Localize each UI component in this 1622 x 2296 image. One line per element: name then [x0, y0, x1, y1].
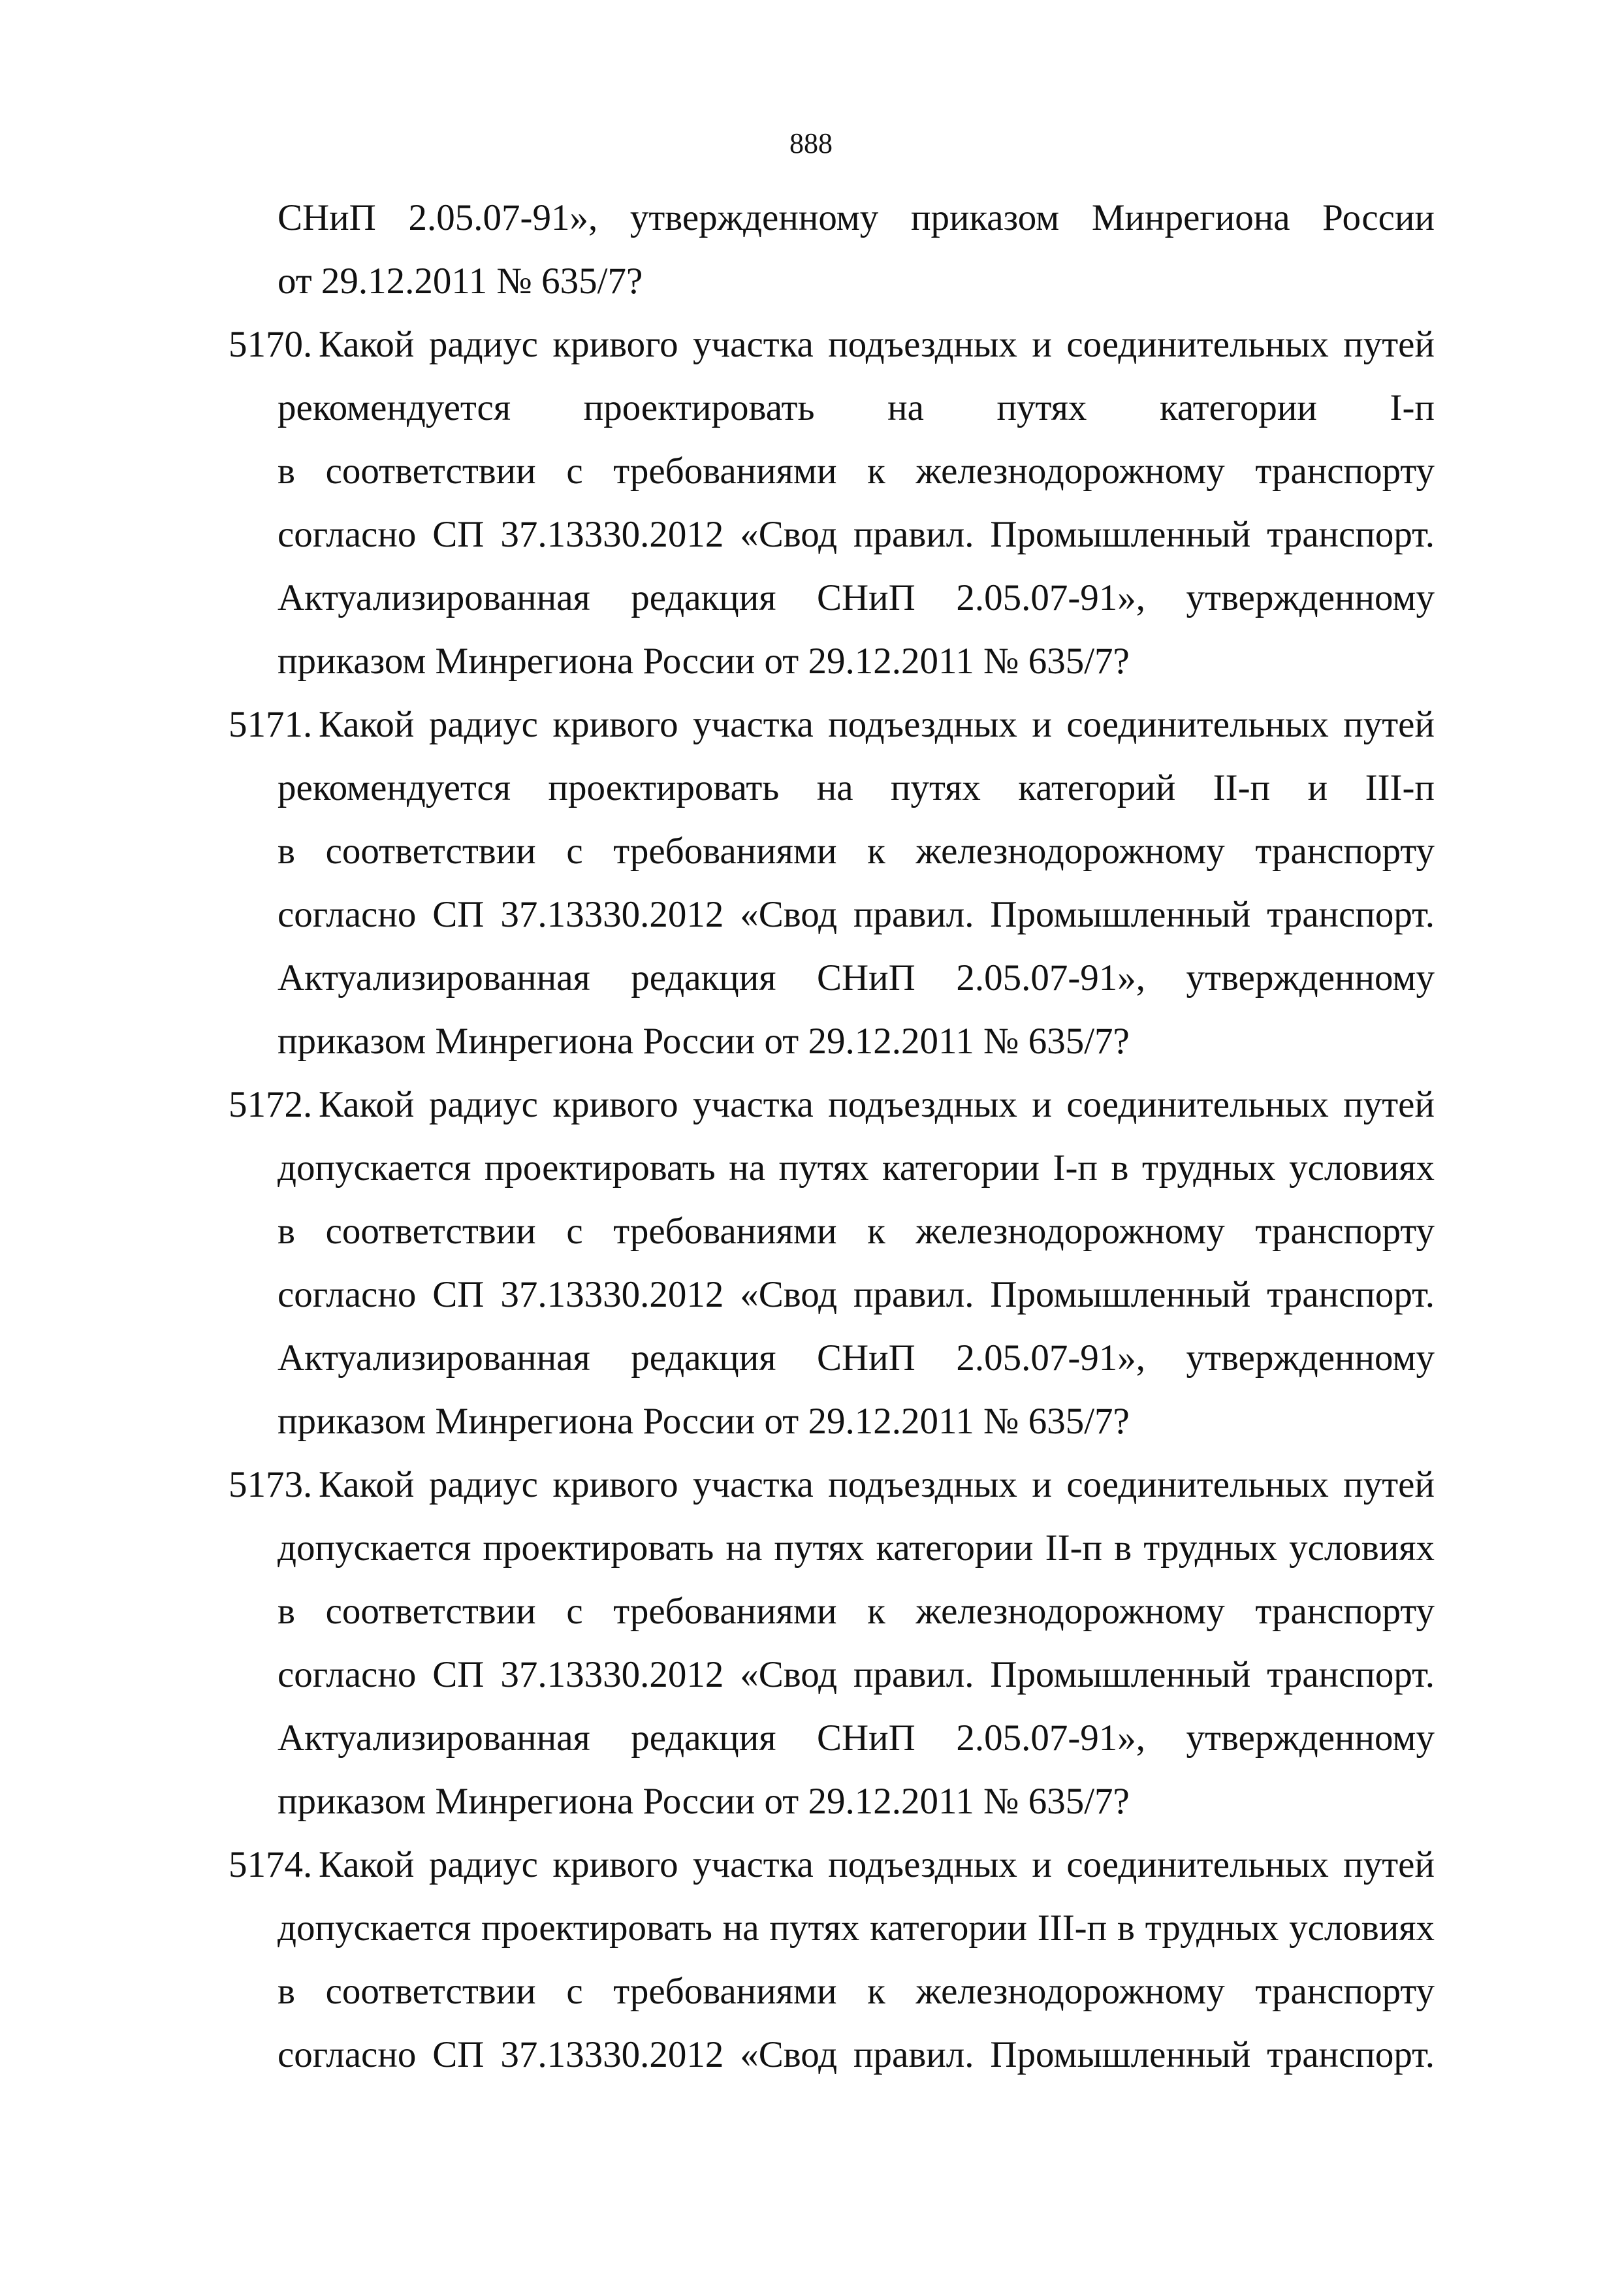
question-line: рекомендуется проектировать на путях категорий II-п и III-п	[278, 767, 1435, 808]
question-number: 5172.	[229, 1084, 313, 1125]
question-line: Актуализированная редакция СНиП 2.05.07-91», утвержденному	[278, 577, 1435, 618]
question-line: допускается проектировать на путях категории II-п в трудных условиях	[278, 1527, 1435, 1569]
question-line: в соответствии с требованиями к железнодорожному транспорту	[278, 451, 1435, 492]
question-line: приказом Минрегиона России от 29.12.2011 № 635/7?	[278, 1021, 1130, 1062]
question-line: Какой радиус кривого участка подъездных и соединительных путей	[319, 324, 1435, 365]
question-line: согласно СП 37.13330.2012 «Свод правил. Промышленный транспорт.	[278, 1274, 1435, 1315]
intro-line: от 29.12.2011 № 635/7?	[278, 261, 643, 302]
question-line: Актуализированная редакция СНиП 2.05.07-91», утвержденному	[278, 957, 1435, 998]
question-line: допускается проектировать на путях категории III-п в трудных условиях	[278, 1907, 1435, 1949]
question-line: в соответствии с требованиями к железнодорожному транспорту	[278, 1591, 1435, 1632]
question-line: в соответствии с требованиями к железнодорожному транспорту	[278, 1211, 1435, 1252]
question-line: приказом Минрегиона России от 29.12.2011 № 635/7?	[278, 1781, 1130, 1822]
question-number: 5170.	[229, 324, 313, 365]
question-line: согласно СП 37.13330.2012 «Свод правил. Промышленный транспорт.	[278, 894, 1435, 935]
question-line: рекомендуется проектировать на путях категории I-п	[278, 387, 1435, 428]
intro-line: СНиП 2.05.07-91», утвержденному приказом Минрегиона России	[278, 197, 1435, 238]
question-line: Актуализированная редакция СНиП 2.05.07-91», утвержденному	[278, 1337, 1435, 1379]
question-line: Какой радиус кривого участка подъездных и соединительных путей	[319, 1084, 1435, 1125]
question-line: согласно СП 37.13330.2012 «Свод правил. Промышленный транспорт.	[278, 1654, 1435, 1695]
question-number: 5171.	[229, 704, 313, 745]
question-line: в соответствии с требованиями к железнодорожному транспорту	[278, 831, 1435, 872]
page-number: 888	[789, 127, 833, 159]
question-line: согласно СП 37.13330.2012 «Свод правил. Промышленный транспорт.	[278, 2034, 1435, 2075]
question-line: приказом Минрегиона России от 29.12.2011 № 635/7?	[278, 641, 1130, 682]
question-line: в соответствии с требованиями к железнодорожному транспорту	[278, 1971, 1435, 2012]
question-number: 5174.	[229, 1844, 313, 1885]
question-line: Какой радиус кривого участка подъездных и соединительных путей	[319, 1844, 1435, 1885]
question-line: приказом Минрегиона России от 29.12.2011 № 635/7?	[278, 1401, 1130, 1442]
question-line: допускается проектировать на путях категории I-п в трудных условиях	[278, 1147, 1435, 1188]
question-line: Какой радиус кривого участка подъездных и соединительных путей	[319, 704, 1435, 745]
question-line: Какой радиус кривого участка подъездных и соединительных путей	[319, 1464, 1435, 1505]
question-number: 5173.	[229, 1464, 313, 1505]
question-line: согласно СП 37.13330.2012 «Свод правил. Промышленный транспорт.	[278, 514, 1435, 555]
question-line: Актуализированная редакция СНиП 2.05.07-91», утвержденному	[278, 1717, 1435, 1759]
